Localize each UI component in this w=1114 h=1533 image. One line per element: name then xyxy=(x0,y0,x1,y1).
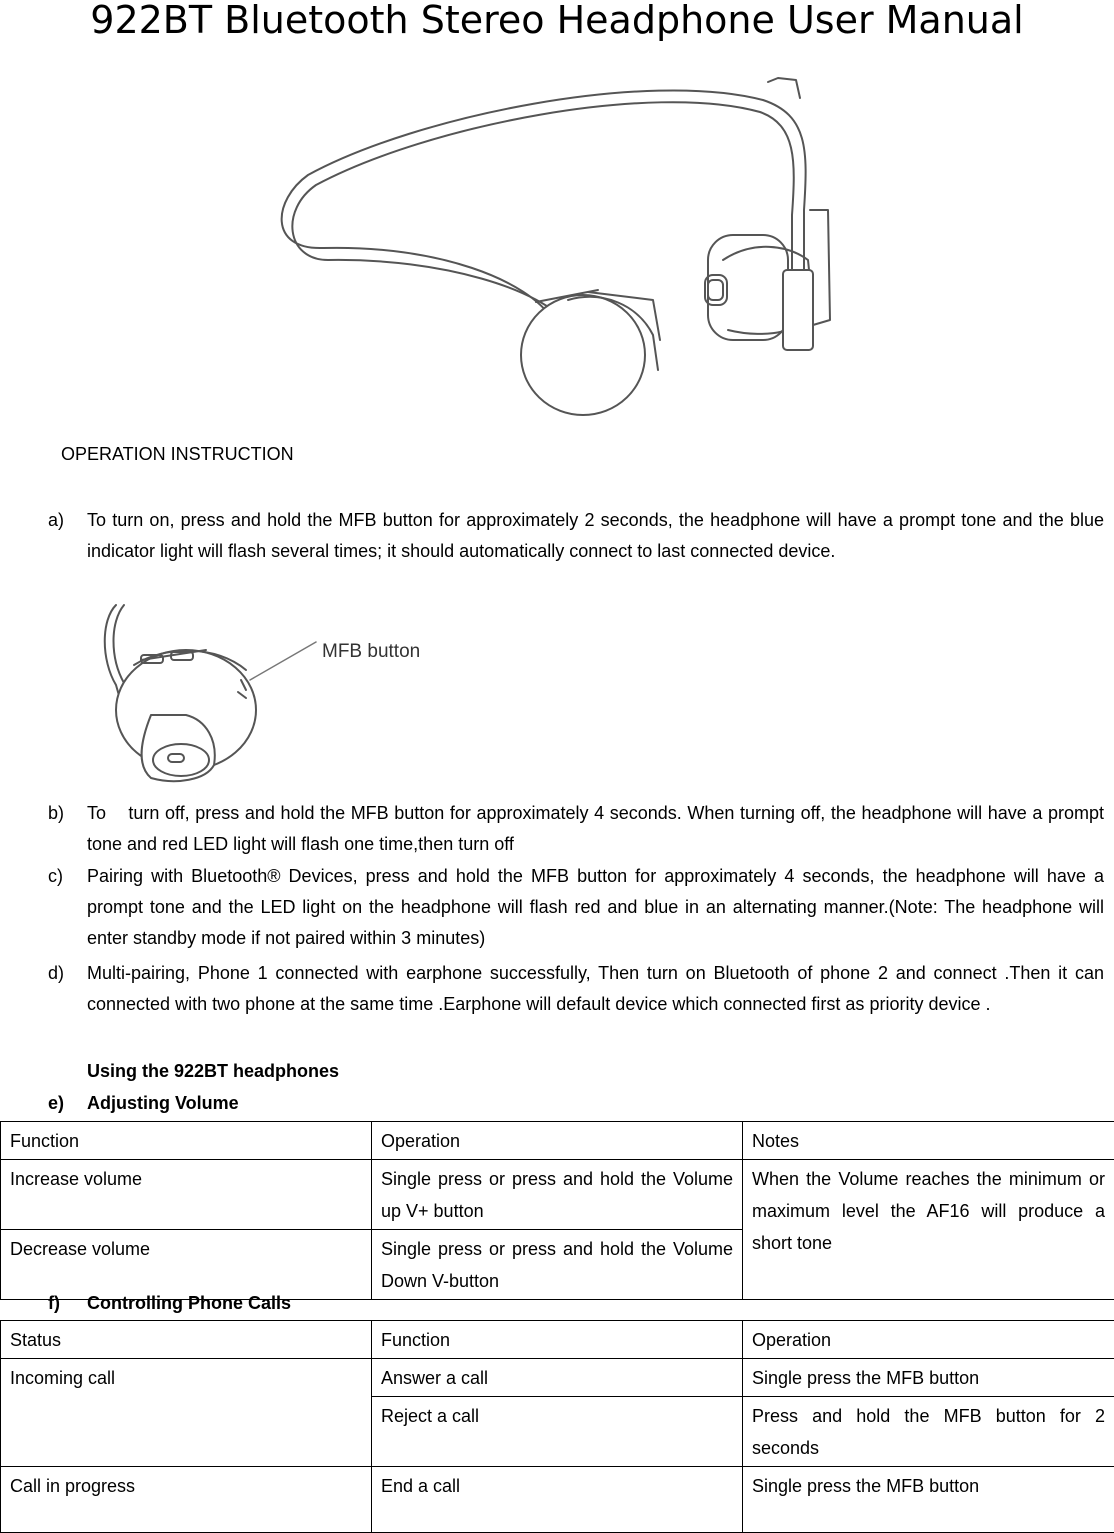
item-text: Multi-pairing, Phone 1 connected with earphone successfully, Then turn on Bluetooth of phone 2 and connect .Then it can connected with two phone at the same time .Earphone will default device which connected first as priority device . xyxy=(87,958,1104,1020)
instruction-d xyxy=(48,958,1104,1020)
table-cell-note: When the Volume reaches the minimum or maximum level the AF16 will produce a short tone xyxy=(743,1160,1114,1300)
item-text: To turn off, press and hold the MFB button for approximately 4 seconds. When turning off, the headphone will have a prompt tone and red LED light will flash one time,then turn off xyxy=(87,798,1104,860)
operation-heading: OPERATION INSTRUCTION xyxy=(61,442,294,466)
item-marker: f) xyxy=(48,1288,60,1319)
page-title: 922BT Bluetooth Stereo Headphone User Manual xyxy=(0,0,1114,40)
table-header: Operation xyxy=(743,1321,1114,1359)
section-f xyxy=(48,1288,1104,1319)
table-row xyxy=(1,1359,1114,1397)
table-cell: Press and hold the MFB button for 2 seconds xyxy=(743,1397,1114,1467)
table-cell: Call in progress xyxy=(1,1467,372,1533)
table-cell: Single press or press and hold the Volume Down V-button xyxy=(372,1230,743,1300)
table-cell: Single press the MFB button xyxy=(743,1467,1114,1533)
section-heading: Controlling Phone Calls xyxy=(87,1288,1104,1319)
table-header: Function xyxy=(372,1321,743,1359)
section-e xyxy=(48,1088,1104,1119)
table-cell: Answer a call xyxy=(372,1359,743,1397)
table-header: Status xyxy=(1,1321,372,1359)
instruction-a xyxy=(48,505,1104,567)
item-marker: d) xyxy=(48,958,64,989)
table-cell-status: Incoming call xyxy=(1,1359,372,1467)
instruction-b xyxy=(48,798,1104,860)
headphone-illustration xyxy=(268,70,838,440)
table-cell: End a call xyxy=(372,1467,743,1533)
table-header: Operation xyxy=(372,1122,743,1160)
section-heading: Adjusting Volume xyxy=(87,1088,1104,1119)
table-row xyxy=(1,1467,1114,1533)
table-cell: Single press or press and hold the Volume up V+ button xyxy=(372,1160,743,1230)
item-marker: b) xyxy=(48,798,64,829)
instruction-c xyxy=(48,861,1104,954)
volume-table xyxy=(0,1121,1114,1300)
item-marker: c) xyxy=(48,861,63,892)
table-cell: Decrease volume xyxy=(1,1230,372,1300)
table-cell: Reject a call xyxy=(372,1397,743,1467)
table-header-row xyxy=(1,1321,1114,1359)
table-header: Function xyxy=(1,1122,372,1160)
item-marker: a) xyxy=(48,505,64,536)
using-heading xyxy=(48,1056,1104,1087)
item-marker: e) xyxy=(48,1088,64,1119)
item-text: Pairing with Bluetooth® Devices, press and hold the MFB button for approximately 4 seconds, the headphone will have a prompt tone and the LED light on the headphone will flash red and blue in an alternating manner.(Note: The headphone will enter standby mode if not paired within 3 minutes) xyxy=(87,861,1104,954)
table-cell: Single press the MFB button xyxy=(743,1359,1114,1397)
table-header: Notes xyxy=(743,1122,1114,1160)
calls-table xyxy=(0,1320,1114,1533)
table-row xyxy=(1,1160,1114,1230)
section-heading: Using the 922BT headphones xyxy=(87,1056,1104,1087)
table-header-row xyxy=(1,1122,1114,1160)
mfb-button-figure xyxy=(96,600,456,785)
item-text: To turn on, press and hold the MFB button for approximately 2 seconds, the headphone will have a prompt tone and the blue indicator light will flash several times; it should automatically connect to last connected device. xyxy=(87,505,1104,567)
mfb-button-label: MFB button xyxy=(322,641,420,662)
table-cell: Increase volume xyxy=(1,1160,372,1230)
